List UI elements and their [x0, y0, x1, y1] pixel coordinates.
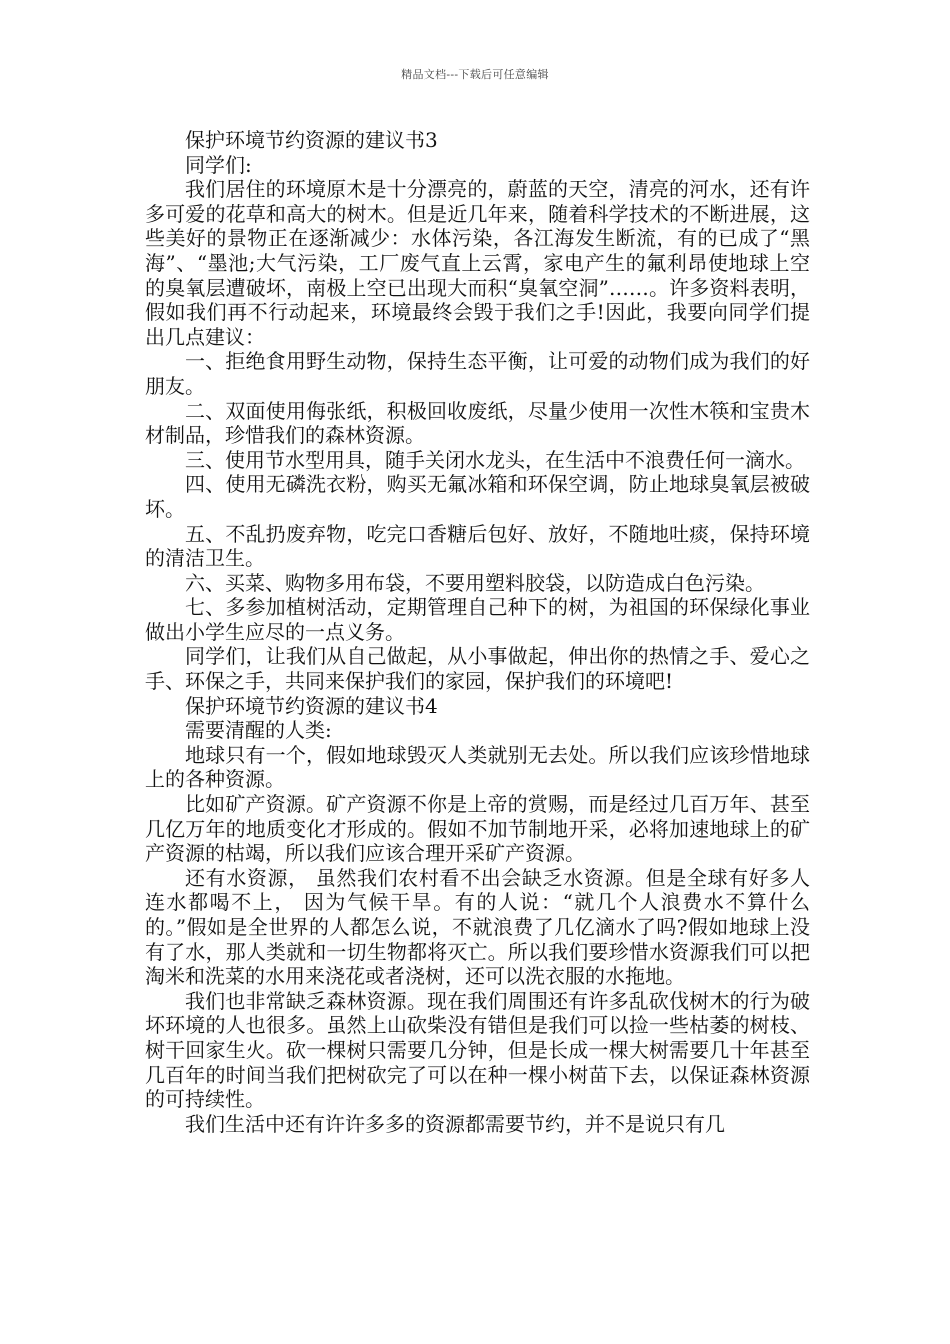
salutation-students: 同学们:	[185, 152, 252, 177]
salutation-humanity: 需要清醒的人类:	[185, 718, 332, 743]
paragraph-water: 还有水资源， 虽然我们农村看不出会缺乏水资源。但是全球有好多人连水都喝不上， 因为气候干旱。有的人说：“就几个人浪费水不算什么的。”假如是全世界的人都怎么说，不就浪费了几亿滴水了吗?假如地球上没有了水，那人类就和一切生物都将灭亡。所以我们要珍惜水资源我们可以把淘米和洗菜的水用来浇花或者浇树，还可以洗衣服的水拖地。	[145, 865, 810, 989]
suggestion-6: 六、买菜、购物多用布袋，不要用塑料胶袋，以防造成白色污染。	[185, 570, 765, 595]
document-body	[145, 128, 810, 1136]
paragraph-earth: 地球只有一个，假如地球毁灭人类就别无去处。所以我们应该珍惜地球上的各种资源。	[145, 742, 810, 792]
suggestion-5: 五、不乱扔废弃物，吃完口香糖后包好、放好，不随地吐痰，保持环境的清洁卫生。	[145, 521, 810, 571]
paragraph-minerals: 比如矿产资源。矿产资源不你是上帝的赏赐，而是经过几百万年、甚至几亿万年的地质变化才形成的。假如不加节制地开采，必将加速地球上的矿产资源的枯竭，所以我们应该合理开采矿产资源。	[145, 792, 810, 866]
paragraph-forest: 我们也非常缺乏森林资源。现在我们周围还有许多乱砍伐树木的行为破坏环境的人也很多。虽然上山砍柴没有错但是我们可以捡一些枯萎的树枝、树干回家生火。砍一棵树只需要几分钟，但是长成一棵大树需要几十年甚至几百年的时间当我们把树砍完了可以在种一棵小树苗下去，以保证森林资源的可持续性。	[145, 988, 810, 1112]
section-title-3: 保护环境节约资源的建议书3	[185, 128, 438, 152]
page-header: 精品文档---下载后可任意编辑	[401, 68, 549, 81]
closing-paragraph: 同学们，让我们从自己做起，从小事做起，伸出你的热情之手、爱心之手、环保之手，共同来保护我们的家园，保护我们的环境吧!	[145, 644, 810, 694]
paragraph-intro: 我们居住的环境原木是十分漂亮的，蔚蓝的天空，清亮的河水，还有许多可爱的花草和高大的树木。但是近几年来，随着科学技术的不断进展，这些美好的景物正在逐渐减少：水体污染，各江海发生断流，有的已成了“黑海”、“墨池;大气污染，工厂废气直上云霄，家电产生的氟利昂使地球上空的臭氧层遭破坏，南极上空已出现大而积“臭氧空洞”……。许多资料表明，假如我们再不行动起来，环境最终会毁于我们之手!因此，我要向同学们提出几点建议：	[145, 177, 810, 349]
suggestion-2: 二、双面使用侮张纸，积极回收废纸，尽量少使用一次性木筷和宝贵木材制品，珍惜我们的森林资源。	[145, 398, 810, 448]
section-title-4: 保护环境节约资源的建议书4	[185, 693, 438, 718]
suggestion-1: 一、拒绝食用野生动物，保持生态平衡，让可爱的动物们成为我们的好朋友。	[145, 349, 810, 398]
suggestion-3: 三、使用节水型用具，随手关闭水龙头，在生活中不浪费任何一滴水。	[185, 447, 805, 472]
suggestion-4: 四、使用无磷洗衣粉，购买无氟冰箱和环保空调，防止地球臭氧层被破坏。	[145, 472, 810, 521]
paragraph-conclusion: 我们生活中还有许许多多的资源都需要节约，并不是说只有几	[185, 1111, 725, 1136]
suggestion-7: 七、多参加植树活动，定期管理自己种下的树，为祖国的环保绿化事业做出小学生应尽的一点义务。	[145, 595, 810, 644]
